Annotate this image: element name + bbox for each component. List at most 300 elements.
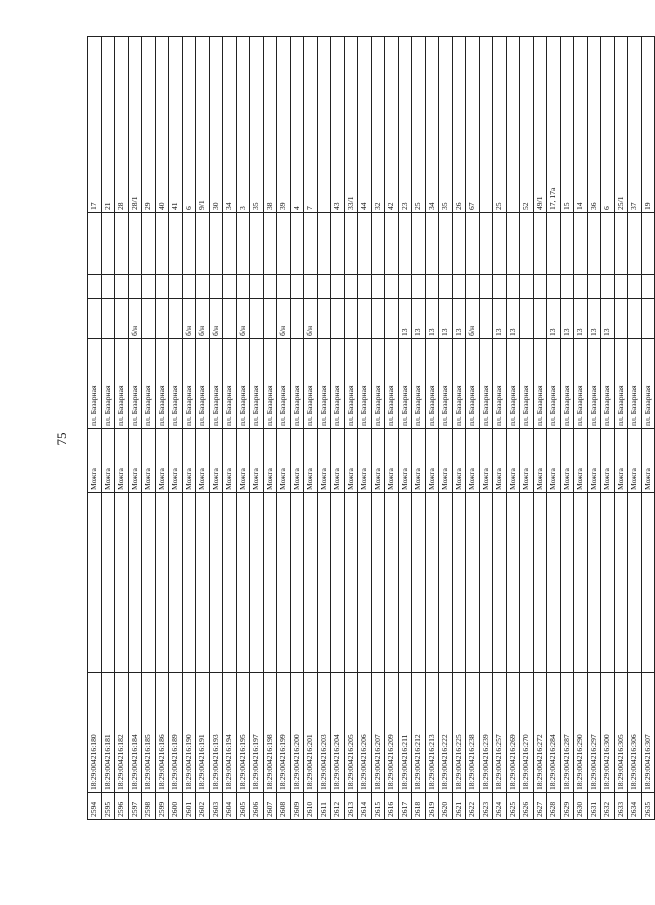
table-row [88, 37, 102, 820]
cell-blank-1 [574, 493, 588, 673]
cell-row-number: 2624 [493, 793, 507, 820]
cell-blank-1 [425, 493, 439, 673]
cell-cadastral-number: 18:29:004216:203 [317, 673, 331, 793]
cell-blank-2 [425, 275, 439, 299]
cell-street: пл. Базарная [331, 339, 345, 429]
cell-blank-2 [614, 275, 628, 299]
cell-street: пл. Базарная [412, 339, 426, 429]
cell-house-number [371, 299, 385, 339]
cell-city: Можга [641, 429, 655, 493]
cell-street: пл. Базарная [155, 339, 169, 429]
cell-cadastral-number: 18:29:004216:198 [263, 673, 277, 793]
cell-row-number: 2612 [331, 793, 345, 820]
cell-blank-2 [466, 275, 480, 299]
table-row [533, 37, 547, 820]
cell-city: Можга [587, 429, 601, 493]
cell-blank-2 [209, 275, 223, 299]
cell-city: Можга [371, 429, 385, 493]
cell-city: Можга [304, 429, 318, 493]
cell-building-number: 52 [520, 37, 534, 213]
cell-blank-1 [547, 493, 561, 673]
cell-street: пл. Базарная [371, 339, 385, 429]
cell-cadastral-number: 18:29:004216:199 [277, 673, 291, 793]
cell-row-number: 2623 [479, 793, 493, 820]
cell-street: пл. Базарная [479, 339, 493, 429]
table-row [371, 37, 385, 820]
cell-row-number: 2596 [115, 793, 129, 820]
cell-city: Можга [196, 429, 210, 493]
cell-city: Можга [466, 429, 480, 493]
cell-blank-2 [628, 275, 642, 299]
cell-house-number: 13 [587, 299, 601, 339]
cell-row-number: 2616 [385, 793, 399, 820]
cell-row-number: 2620 [439, 793, 453, 820]
table-row [574, 37, 588, 820]
cell-city: Можга [236, 429, 250, 493]
cell-building-number: 35 [250, 37, 264, 213]
table-row [317, 37, 331, 820]
cell-street: пл. Базарная [223, 339, 237, 429]
cell-building-number: 25 [412, 37, 426, 213]
table-row [209, 37, 223, 820]
cell-street: пл. Базарная [142, 339, 156, 429]
table-row [506, 37, 520, 820]
cell-house-number [614, 299, 628, 339]
cell-house-number: б/н [304, 299, 318, 339]
cell-cadastral-number: 18:29:004216:213 [425, 673, 439, 793]
cell-street: пл. Базарная [628, 339, 642, 429]
table-row [142, 37, 156, 820]
cell-house-number [250, 299, 264, 339]
cell-city: Можга [317, 429, 331, 493]
cell-row-number: 2613 [344, 793, 358, 820]
cell-blank-2 [331, 275, 345, 299]
cell-blank-1 [196, 493, 210, 673]
cell-blank-3 [641, 213, 655, 275]
cell-building-number: 42 [385, 37, 399, 213]
cell-city: Можга [628, 429, 642, 493]
cell-building-number: 17, 17а [547, 37, 561, 213]
cell-blank-3 [344, 213, 358, 275]
cell-city: Можга [533, 429, 547, 493]
cell-row-number: 2601 [182, 793, 196, 820]
cell-building-number: 6 [182, 37, 196, 213]
cell-building-number: 67 [466, 37, 480, 213]
cell-blank-2 [344, 275, 358, 299]
cell-row-number: 2606 [250, 793, 264, 820]
cell-street: пл. Базарная [466, 339, 480, 429]
cell-cadastral-number: 18:29:004216:195 [236, 673, 250, 793]
cell-blank-3 [614, 213, 628, 275]
cell-city: Можга [452, 429, 466, 493]
cell-blank-3 [547, 213, 561, 275]
cell-blank-2 [88, 275, 102, 299]
cell-row-number: 2626 [520, 793, 534, 820]
cell-house-number [479, 299, 493, 339]
cell-blank-1 [128, 493, 142, 673]
cell-city: Можга [506, 429, 520, 493]
cell-blank-2 [452, 275, 466, 299]
cell-house-number: б/н [182, 299, 196, 339]
cell-blank-2 [277, 275, 291, 299]
cell-city: Можга [115, 429, 129, 493]
cell-blank-2 [182, 275, 196, 299]
cell-row-number: 2605 [236, 793, 250, 820]
cell-cadastral-number: 18:29:004216:222 [439, 673, 453, 793]
cell-blank-3 [88, 213, 102, 275]
cell-cadastral-number: 18:29:004216:204 [331, 673, 345, 793]
cell-city: Можга [344, 429, 358, 493]
cell-house-number: б/н [196, 299, 210, 339]
table-row [493, 37, 507, 820]
cell-cadastral-number: 18:29:004216:200 [290, 673, 304, 793]
cell-blank-3 [331, 213, 345, 275]
cell-city: Можга [223, 429, 237, 493]
table-row [358, 37, 372, 820]
cell-row-number: 2600 [169, 793, 183, 820]
table-row [385, 37, 399, 820]
cell-blank-2 [128, 275, 142, 299]
cell-blank-1 [88, 493, 102, 673]
cell-blank-2 [155, 275, 169, 299]
cell-street: пл. Базарная [398, 339, 412, 429]
cell-street: пл. Базарная [88, 339, 102, 429]
cell-building-number: 34 [223, 37, 237, 213]
cell-building-number: 4 [290, 37, 304, 213]
cell-city: Можга [88, 429, 102, 493]
cell-street: пл. Базарная [641, 339, 655, 429]
cell-blank-1 [209, 493, 223, 673]
cell-building-number: 43 [331, 37, 345, 213]
table-row [344, 37, 358, 820]
cell-blank-3 [128, 213, 142, 275]
cell-house-number [344, 299, 358, 339]
cell-blank-3 [425, 213, 439, 275]
cell-street: пл. Базарная [263, 339, 277, 429]
cell-building-number: 35 [439, 37, 453, 213]
cell-row-number: 2609 [290, 793, 304, 820]
table-row [182, 37, 196, 820]
cell-blank-3 [290, 213, 304, 275]
table-row [331, 37, 345, 820]
cell-city: Можга [614, 429, 628, 493]
cell-blank-1 [290, 493, 304, 673]
cell-cadastral-number: 18:29:004216:297 [587, 673, 601, 793]
cell-row-number: 2618 [412, 793, 426, 820]
cell-street: пл. Базарная [209, 339, 223, 429]
cell-blank-2 [601, 275, 615, 299]
cell-blank-2 [263, 275, 277, 299]
cell-house-number [263, 299, 277, 339]
cell-cadastral-number: 18:29:004216:307 [641, 673, 655, 793]
cell-building-number: 41 [169, 37, 183, 213]
cell-building-number [506, 37, 520, 213]
cell-street: пл. Базарная [614, 339, 628, 429]
table-row [560, 37, 574, 820]
cell-house-number [290, 299, 304, 339]
cell-blank-1 [250, 493, 264, 673]
cell-street: пл. Базарная [425, 339, 439, 429]
cell-row-number: 2599 [155, 793, 169, 820]
cell-cadastral-number: 18:29:004216:207 [371, 673, 385, 793]
cell-row-number: 2629 [560, 793, 574, 820]
cell-building-number: 28 [115, 37, 129, 213]
table-row [223, 37, 237, 820]
table-row [466, 37, 480, 820]
cell-blank-1 [520, 493, 534, 673]
cell-city: Можга [547, 429, 561, 493]
cell-blank-1 [182, 493, 196, 673]
cell-house-number: 13 [574, 299, 588, 339]
cell-street: пл. Базарная [250, 339, 264, 429]
cell-row-number: 2614 [358, 793, 372, 820]
cell-building-number: 9/1 [196, 37, 210, 213]
cell-blank-2 [169, 275, 183, 299]
cell-blank-1 [398, 493, 412, 673]
cell-house-number: б/н [128, 299, 142, 339]
cell-blank-2 [506, 275, 520, 299]
cell-blank-2 [587, 275, 601, 299]
cell-blank-1 [371, 493, 385, 673]
cell-blank-1 [493, 493, 507, 673]
cell-row-number: 2622 [466, 793, 480, 820]
cell-blank-2 [641, 275, 655, 299]
cell-blank-3 [479, 213, 493, 275]
cell-city: Можга [425, 429, 439, 493]
cell-blank-3 [439, 213, 453, 275]
cell-building-number [479, 37, 493, 213]
cell-building-number: 17 [88, 37, 102, 213]
cell-blank-3 [385, 213, 399, 275]
cell-cadastral-number: 18:29:004216:201 [304, 673, 318, 793]
cell-blank-2 [304, 275, 318, 299]
cell-city: Можга [601, 429, 615, 493]
cell-blank-3 [142, 213, 156, 275]
cell-house-number [520, 299, 534, 339]
cell-blank-3 [304, 213, 318, 275]
table-row [614, 37, 628, 820]
cell-building-number: 49/1 [533, 37, 547, 213]
cell-blank-1 [263, 493, 277, 673]
cell-blank-3 [452, 213, 466, 275]
cell-cadastral-number: 18:29:004216:191 [196, 673, 210, 793]
cell-building-number: 28/1 [128, 37, 142, 213]
cell-cadastral-number: 18:29:004216:225 [452, 673, 466, 793]
cell-city: Можга [209, 429, 223, 493]
cell-cadastral-number: 18:29:004216:193 [209, 673, 223, 793]
cell-blank-1 [385, 493, 399, 673]
cell-street: пл. Базарная [587, 339, 601, 429]
cell-row-number: 2619 [425, 793, 439, 820]
cell-blank-3 [412, 213, 426, 275]
cell-blank-3 [574, 213, 588, 275]
cell-street: пл. Базарная [344, 339, 358, 429]
cell-blank-2 [412, 275, 426, 299]
table-row [452, 37, 466, 820]
cell-row-number: 2628 [547, 793, 561, 820]
table-row [290, 37, 304, 820]
cell-street: пл. Базарная [277, 339, 291, 429]
cell-row-number: 2610 [304, 793, 318, 820]
cell-street: пл. Базарная [115, 339, 129, 429]
cell-building-number: 39 [277, 37, 291, 213]
cell-city: Можга [574, 429, 588, 493]
cell-building-number: 23 [398, 37, 412, 213]
cell-house-number: б/н [466, 299, 480, 339]
cell-cadastral-number: 18:29:004216:269 [506, 673, 520, 793]
cell-blank-1 [317, 493, 331, 673]
table-row [250, 37, 264, 820]
cell-blank-3 [223, 213, 237, 275]
cell-blank-3 [250, 213, 264, 275]
cell-city: Можга [493, 429, 507, 493]
cell-house-number: 13 [560, 299, 574, 339]
cell-blank-1 [601, 493, 615, 673]
cell-city: Можга [520, 429, 534, 493]
cell-house-number [358, 299, 372, 339]
cell-building-number: 33/1 [344, 37, 358, 213]
table-row [398, 37, 412, 820]
cell-row-number: 2632 [601, 793, 615, 820]
cell-row-number: 2603 [209, 793, 223, 820]
cell-blank-1 [155, 493, 169, 673]
table-body [88, 37, 655, 820]
cell-street: пл. Базарная [182, 339, 196, 429]
cell-city: Можга [101, 429, 115, 493]
cell-row-number: 2608 [277, 793, 291, 820]
cell-blank-1 [277, 493, 291, 673]
cell-row-number: 2604 [223, 793, 237, 820]
cell-blank-2 [317, 275, 331, 299]
cell-street: пл. Базарная [452, 339, 466, 429]
cell-blank-3 [628, 213, 642, 275]
cell-blank-2 [358, 275, 372, 299]
cell-cadastral-number: 18:29:004216:206 [358, 673, 372, 793]
table-row [263, 37, 277, 820]
cell-blank-1 [439, 493, 453, 673]
cell-city: Можга [439, 429, 453, 493]
cell-street: пл. Базарная [196, 339, 210, 429]
cell-blank-2 [101, 275, 115, 299]
cell-blank-2 [520, 275, 534, 299]
cell-blank-1 [641, 493, 655, 673]
cell-blank-1 [169, 493, 183, 673]
cell-cadastral-number: 18:29:004216:284 [547, 673, 561, 793]
cell-city: Можга [263, 429, 277, 493]
cell-cadastral-number: 18:29:004216:209 [385, 673, 399, 793]
cell-blank-2 [574, 275, 588, 299]
cell-building-number: 37 [628, 37, 642, 213]
cell-blank-1 [479, 493, 493, 673]
cell-row-number: 2621 [452, 793, 466, 820]
cell-row-number: 2627 [533, 793, 547, 820]
cell-blank-1 [344, 493, 358, 673]
cell-house-number [142, 299, 156, 339]
table-row [628, 37, 642, 820]
cell-cadastral-number: 18:29:004216:190 [182, 673, 196, 793]
cell-row-number: 2607 [263, 793, 277, 820]
cell-building-number: 34 [425, 37, 439, 213]
cell-blank-3 [155, 213, 169, 275]
table-viewport [87, 37, 652, 820]
cell-cadastral-number: 18:29:004216:306 [628, 673, 642, 793]
cell-city: Можга [155, 429, 169, 493]
cell-row-number: 2635 [641, 793, 655, 820]
cell-blank-3 [169, 213, 183, 275]
cell-cadastral-number: 18:29:004216:211 [398, 673, 412, 793]
table-row [277, 37, 291, 820]
cell-house-number: 13 [425, 299, 439, 339]
cell-street: пл. Базарная [520, 339, 534, 429]
cell-cadastral-number: 18:29:004216:197 [250, 673, 264, 793]
cell-blank-3 [560, 213, 574, 275]
cell-building-number: 36 [587, 37, 601, 213]
cell-city: Можга [142, 429, 156, 493]
cell-cadastral-number: 18:29:004216:194 [223, 673, 237, 793]
cell-blank-1 [614, 493, 628, 673]
cell-street: пл. Базарная [128, 339, 142, 429]
cell-street: пл. Базарная [506, 339, 520, 429]
cell-city: Можга [412, 429, 426, 493]
cell-house-number [88, 299, 102, 339]
cell-city: Можга [128, 429, 142, 493]
table-row [196, 37, 210, 820]
cell-city: Можга [560, 429, 574, 493]
cell-building-number [317, 37, 331, 213]
cell-street: пл. Базарная [236, 339, 250, 429]
cell-blank-2 [115, 275, 129, 299]
cell-blank-1 [101, 493, 115, 673]
cell-city: Можга [331, 429, 345, 493]
cell-house-number [169, 299, 183, 339]
cell-street: пл. Базарная [101, 339, 115, 429]
page-number: 75 [54, 432, 69, 446]
cell-street: пл. Базарная [574, 339, 588, 429]
cell-house-number [317, 299, 331, 339]
cell-cadastral-number: 18:29:004216:300 [601, 673, 615, 793]
table-row [479, 37, 493, 820]
cell-house-number [331, 299, 345, 339]
cell-house-number: 13 [547, 299, 561, 339]
cell-building-number: 25/1 [614, 37, 628, 213]
cell-blank-2 [196, 275, 210, 299]
cell-blank-2 [290, 275, 304, 299]
cell-blank-1 [142, 493, 156, 673]
cell-street: пл. Базарная [533, 339, 547, 429]
cell-building-number: 3 [236, 37, 250, 213]
cell-blank-3 [209, 213, 223, 275]
cell-cadastral-number: 18:29:004216:257 [493, 673, 507, 793]
cell-blank-2 [398, 275, 412, 299]
cell-blank-3 [317, 213, 331, 275]
cell-house-number: 13 [601, 299, 615, 339]
cell-blank-3 [506, 213, 520, 275]
cell-house-number: 13 [452, 299, 466, 339]
cell-blank-2 [547, 275, 561, 299]
cell-blank-2 [560, 275, 574, 299]
table-row [128, 37, 142, 820]
cell-row-number: 2630 [574, 793, 588, 820]
cell-street: пл. Базарная [304, 339, 318, 429]
cell-blank-2 [223, 275, 237, 299]
cell-street: пл. Базарная [547, 339, 561, 429]
cell-street: пл. Базарная [169, 339, 183, 429]
cell-blank-1 [628, 493, 642, 673]
table-row [236, 37, 250, 820]
cell-house-number [641, 299, 655, 339]
cell-blank-2 [236, 275, 250, 299]
cell-building-number: 40 [155, 37, 169, 213]
